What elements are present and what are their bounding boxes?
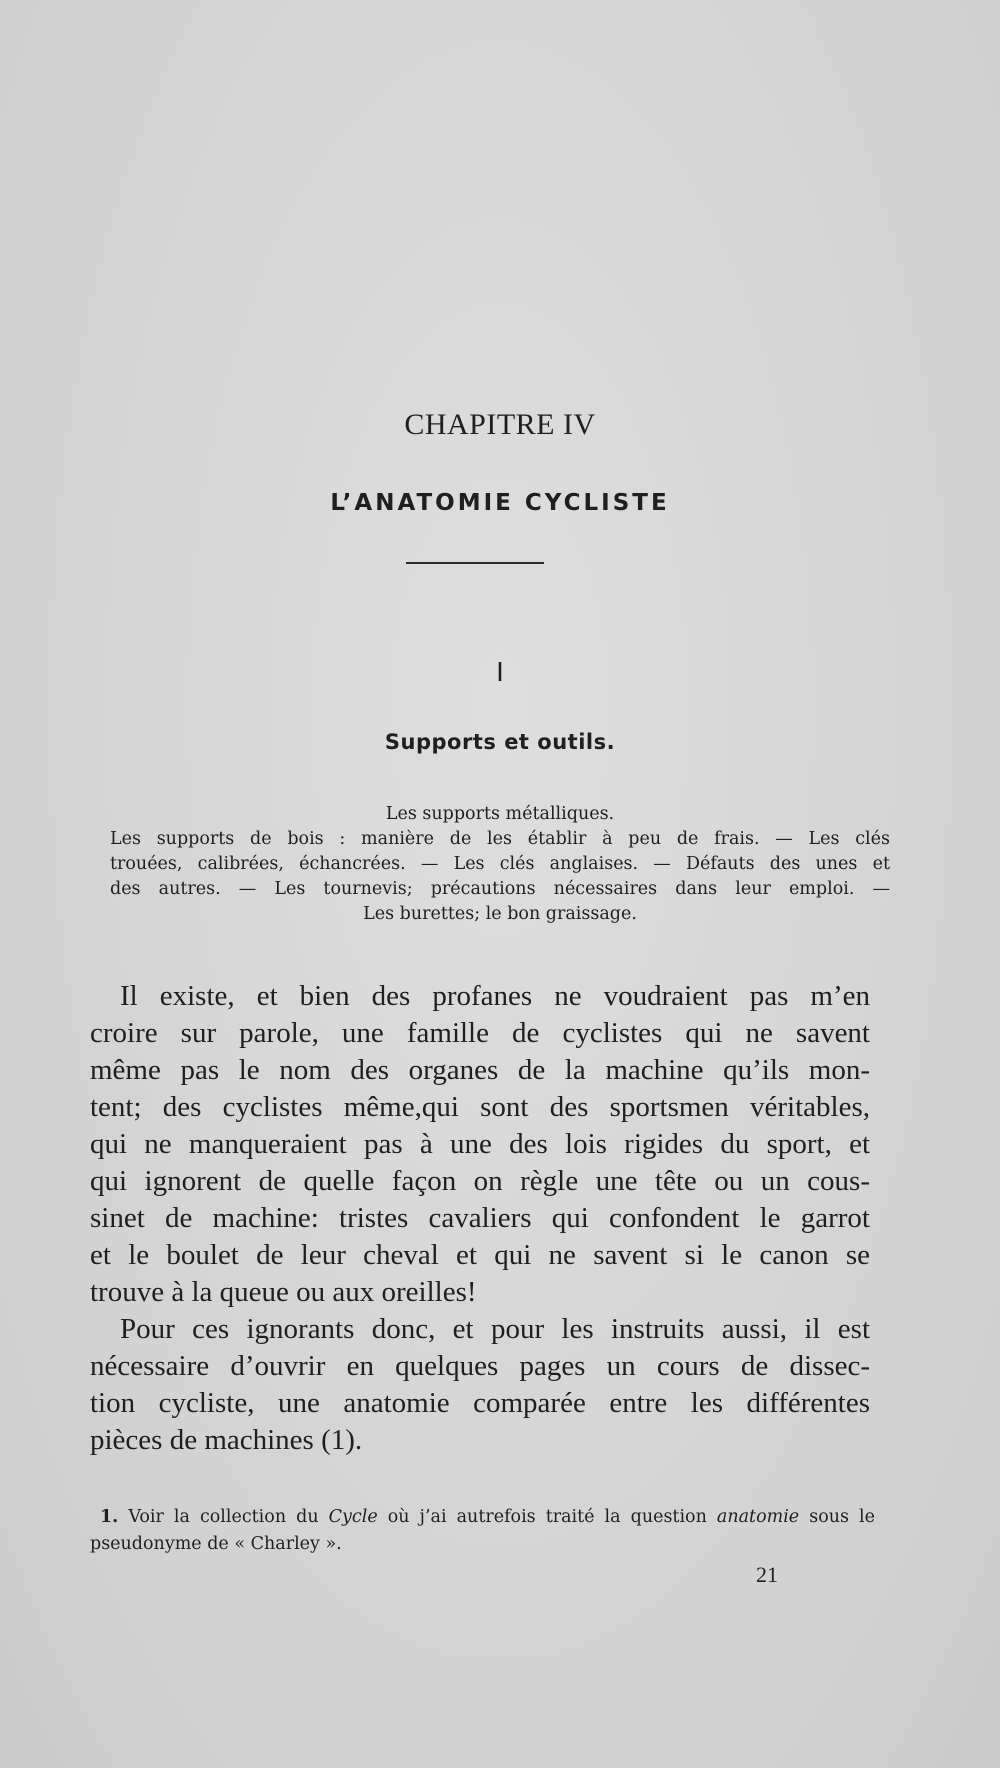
summary-line: Les supports métalliques. bbox=[385, 804, 615, 824]
page-number: 21 bbox=[756, 1562, 778, 1587]
body-text bbox=[90, 978, 870, 1459]
body-line: trouve à la queue ou aux oreilles! bbox=[90, 1276, 477, 1308]
body-line: nécessaire d’ouvrir en quelques pages un cours de dissec- bbox=[90, 1350, 870, 1382]
chapter-title: L’ANATOMIE CYCLISTE bbox=[330, 490, 670, 516]
body-line: tion cycliste, une anatomie comparée entre les différentes bbox=[90, 1387, 870, 1419]
summary-line: Les supports de bois : manière de les établir à peu de frais. — Les clés bbox=[110, 829, 890, 849]
body-line: et le boulet de leur cheval et qui ne savent si le canon se bbox=[90, 1239, 870, 1271]
body-line: qui ignorent de quelle façon on règle une tête ou un cous- bbox=[90, 1165, 870, 1197]
section-summary bbox=[110, 802, 890, 927]
section-number: I bbox=[496, 658, 504, 688]
footnote-text: Voir la collection du bbox=[128, 1507, 329, 1527]
body-line: pièces de machines (1). bbox=[90, 1424, 363, 1456]
summary-line: des autres. — Les tournevis; précautions nécessaires dans leur emploi. — bbox=[110, 879, 890, 899]
footnote-title-italic: Cycle bbox=[328, 1507, 378, 1527]
body-line: qui ne manqueraient pas à une des lois rigides du sport, et bbox=[90, 1128, 870, 1160]
body-line: sinet de machine: tristes cavaliers qui confondent le garrot bbox=[90, 1202, 870, 1234]
footnote-line bbox=[90, 1504, 875, 1531]
body-line: tent; des cyclistes même,qui sont des sportsmen véritables, bbox=[90, 1091, 870, 1123]
body-line: croire sur parole, une famille de cyclistes qui ne savent bbox=[90, 1017, 870, 1049]
chapter-number: CHAPITRE IV bbox=[404, 408, 596, 441]
body-line: Pour ces ignorants donc, et pour les instruits aussi, il est bbox=[120, 1313, 870, 1345]
title-divider bbox=[406, 562, 544, 564]
footnote bbox=[90, 1504, 875, 1558]
footnote-text: sous le bbox=[799, 1507, 875, 1527]
footnote-term-italic: anatomie bbox=[716, 1507, 800, 1527]
section-title: Supports et outils. bbox=[384, 730, 616, 754]
footnote-text: où j’ai autrefois traité la question bbox=[377, 1507, 717, 1527]
summary-line: trouées, calibrées, échancrées. — Les clés anglaises. — Défauts des unes et bbox=[110, 854, 890, 874]
footnote-number: 1. bbox=[100, 1507, 119, 1527]
body-line: même pas le nom des organes de la machine qu’ils mon- bbox=[90, 1054, 870, 1086]
body-line: Il existe, et bien des profanes ne voudraient pas m’en bbox=[120, 980, 870, 1012]
footnote-line: pseudonyme de « Charley ». bbox=[90, 1534, 342, 1554]
summary-line: Les burettes; le bon graissage. bbox=[363, 904, 637, 924]
